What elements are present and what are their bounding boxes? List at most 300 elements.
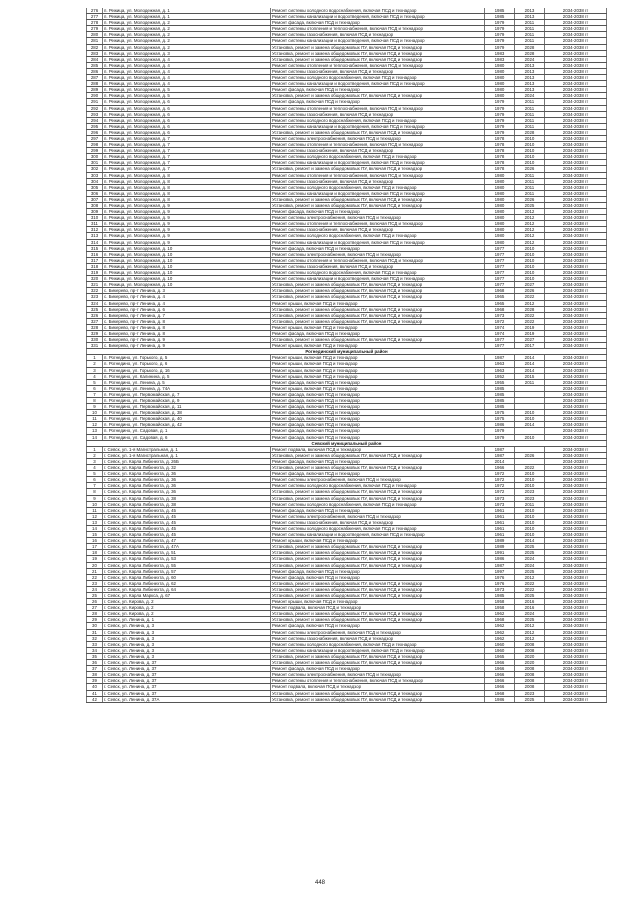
build-year-cell: 1962 <box>485 611 515 617</box>
row-number-cell: 325 <box>87 306 103 312</box>
work-type-cell: Ремонт системы отопления и теплоснабжения, включая ПСД и технадзор <box>271 678 485 684</box>
planned-period-cell: 2034-2038 гг <box>545 532 607 538</box>
last-repair-year-cell: 2025 <box>515 568 545 574</box>
work-type-cell: Ремонт крыши, включая ПСД и технадзор <box>271 367 485 373</box>
table-row <box>87 276 607 282</box>
row-number-cell: 16 <box>87 538 103 544</box>
last-repair-year-cell: 2013 <box>515 14 545 20</box>
build-year-cell: 1997 <box>485 568 515 574</box>
address-cell: п. Режица, ул. Молодежная, д. 9 <box>103 221 271 227</box>
address-cell: п. Рогнедино, ул. Ленина, д. 5 <box>103 379 271 385</box>
table-row <box>87 203 607 209</box>
planned-period-cell: 2034-2038 гг <box>545 105 607 111</box>
row-number-cell: 24 <box>87 586 103 592</box>
address-cell: п. Рогнедино, ул. Первомайская, д. 38 <box>103 410 271 416</box>
planned-period-cell: 2034-2038 гг <box>545 324 607 330</box>
build-year-cell: 1973 <box>485 586 515 592</box>
section-title: Севский муниципальный район <box>87 440 607 446</box>
last-repair-year-cell: 2014 <box>515 361 545 367</box>
last-repair-year-cell: 2010 <box>515 154 545 160</box>
last-repair-year-cell: 2011 <box>515 184 545 190</box>
row-number-cell: 314 <box>87 239 103 245</box>
row-number-cell: 298 <box>87 142 103 148</box>
address-cell: г. Севск, ул. Карла Либкнехта, д. 36 <box>103 489 271 495</box>
planned-period-cell: 2034-2038 гг <box>545 14 607 20</box>
row-number-cell: 316 <box>87 251 103 257</box>
table-row <box>87 81 607 87</box>
work-type-cell: Ремонт фасада, включая ПСД и технадзор <box>271 574 485 580</box>
row-number-cell: 38 <box>87 672 103 678</box>
address-cell: п. Режица, ул. Молодежная, д. 6 <box>103 117 271 123</box>
work-type-cell: Ремонт фасада, включая ПСД и технадзор <box>271 391 485 397</box>
work-type-cell: Установка, ремонт и замена общедомовых ПУ, включая ПСД и технадзор <box>271 495 485 501</box>
build-year-cell: 1985 <box>485 391 515 397</box>
row-number-cell: 34 <box>87 647 103 653</box>
table-row <box>87 343 607 349</box>
row-number-cell: 307 <box>87 196 103 202</box>
address-cell: г. Севск, ул. Ленина, д. 3 <box>103 635 271 641</box>
address-cell: п. Рогнедино, ул. Горького, д. 6 <box>103 361 271 367</box>
work-type-cell: Ремонт системы отопления и теплоснабжения, включая ПСД и технадзор <box>271 105 485 111</box>
table-row <box>87 44 607 50</box>
planned-period-cell: 2034-2038 гг <box>545 166 607 172</box>
last-repair-year-cell: 2026 <box>515 288 545 294</box>
address-cell: г. Севск, ул. Карла Либкнехта, д. 36 <box>103 471 271 477</box>
address-cell: п. Режица, ул. Молодежная, д. 2 <box>103 26 271 32</box>
table-row <box>87 580 607 586</box>
last-repair-year-cell: 2012 <box>515 574 545 580</box>
planned-period-cell: 2034-2038 гг <box>545 355 607 361</box>
last-repair-year-cell: 2020 <box>515 653 545 659</box>
build-year-cell: 1985 <box>485 404 515 410</box>
last-repair-year-cell: 2010 <box>515 532 545 538</box>
row-number-cell: 42 <box>87 696 103 702</box>
last-repair-year-cell: 2028 <box>515 306 545 312</box>
build-year-cell: 1989 <box>485 538 515 544</box>
planned-period-cell: 2034-2038 гг <box>545 294 607 300</box>
row-number-cell: 29 <box>87 617 103 623</box>
last-repair-year-cell: 2010 <box>515 513 545 519</box>
table-row <box>87 32 607 38</box>
address-cell: г. Севск, ул. Карла Либкнехта, д. 38 <box>103 501 271 507</box>
last-repair-year-cell: 2020 <box>515 660 545 666</box>
planned-period-cell: 2034-2038 гг <box>545 629 607 635</box>
last-repair-year-cell: 2011 <box>515 38 545 44</box>
planned-period-cell: 2034-2038 гг <box>545 666 607 672</box>
build-year-cell: 1977 <box>485 251 515 257</box>
last-repair-year-cell: 2010 <box>515 135 545 141</box>
last-repair-year-cell: 2023 <box>515 489 545 495</box>
work-type-cell: Ремонт системы отопления и теплоснабжения, включая ПСД и технадзор <box>271 257 485 263</box>
address-cell: п. Режица, ул. Молодежная, д. 2 <box>103 20 271 26</box>
address-cell: г. Севск, ул. Карла Либкнехта, д. 47 <box>103 538 271 544</box>
planned-period-cell: 2034-2038 гг <box>545 507 607 513</box>
planned-period-cell: 2034-2038 гг <box>545 495 607 501</box>
row-number-cell: 328 <box>87 324 103 330</box>
planned-period-cell: 2034-2038 гг <box>545 684 607 690</box>
planned-period-cell: 2034-2038 гг <box>545 306 607 312</box>
address-cell: г. Севск, ул. Карла Либкнехта, д. 45 <box>103 525 271 531</box>
table-row <box>87 538 607 544</box>
last-repair-year-cell: 2010 <box>515 276 545 282</box>
row-number-cell: 41 <box>87 690 103 696</box>
work-type-cell: Ремонт системы канализации и водоотведения, включая ПСД и технадзор <box>271 160 485 166</box>
planned-period-cell: 2034-2038 гг <box>545 117 607 123</box>
build-year-cell: 1977 <box>485 276 515 282</box>
build-year-cell: 1980 <box>485 215 515 221</box>
row-number-cell: 3 <box>87 458 103 464</box>
planned-period-cell: 2034-2038 гг <box>545 416 607 422</box>
table-row <box>87 135 607 141</box>
build-year-cell: 1978 <box>485 142 515 148</box>
planned-period-cell: 2034-2038 гг <box>545 623 607 629</box>
row-number-cell: 297 <box>87 135 103 141</box>
table-row <box>87 550 607 556</box>
row-number-cell: 39 <box>87 678 103 684</box>
planned-period-cell: 2034-2038 гг <box>545 580 607 586</box>
planned-period-cell: 2034-2038 гг <box>545 605 607 611</box>
build-year-cell: 1960 <box>485 647 515 653</box>
planned-period-cell: 2034-2038 гг <box>545 227 607 233</box>
build-year-cell: 1979 <box>485 20 515 26</box>
address-cell: п. Рогнедино, ул. Первомайская, д. 11 <box>103 404 271 410</box>
row-number-cell: 9 <box>87 404 103 410</box>
build-year-cell: 1961 <box>485 519 515 525</box>
address-cell: г. Севск, ул. Ленина, д. 37 <box>103 660 271 666</box>
last-repair-year-cell: 2013 <box>515 62 545 68</box>
planned-period-cell: 2034-2038 гг <box>545 87 607 93</box>
work-type-cell: Ремонт системы электроснабжения, включая ПСД и технадзор <box>271 135 485 141</box>
work-type-cell: Установка, ремонт и замена общедомовых ПУ, включая ПСД и технадзор <box>271 556 485 562</box>
register-body <box>87 8 607 702</box>
planned-period-cell: 2034-2038 гг <box>545 428 607 434</box>
work-type-cell: Ремонт фасада, включая ПСД и технадзор <box>271 410 485 416</box>
planned-period-cell: 2034-2038 гг <box>545 154 607 160</box>
row-number-cell: 10 <box>87 501 103 507</box>
row-number-cell: 304 <box>87 178 103 184</box>
last-repair-year-cell: 2010 <box>515 251 545 257</box>
last-repair-year-cell: 2011 <box>515 117 545 123</box>
build-year-cell: 1977 <box>485 263 515 269</box>
planned-period-cell: 2034-2038 гг <box>545 471 607 477</box>
address-cell: п. Рогнедино, ул. Ленина, д. 74А <box>103 385 271 391</box>
planned-period-cell: 2034-2038 гг <box>545 288 607 294</box>
row-number-cell: 284 <box>87 56 103 62</box>
row-number-cell: 309 <box>87 209 103 215</box>
planned-period-cell: 2034-2038 гг <box>545 361 607 367</box>
last-repair-year-cell: 2027 <box>515 337 545 343</box>
last-repair-year-cell: 2010 <box>515 519 545 525</box>
planned-period-cell: 2034-2038 гг <box>545 568 607 574</box>
work-type-cell: Ремонт системы электроснабжения, включая ПСД и технадзор <box>271 477 485 483</box>
table-row <box>87 410 607 416</box>
build-year-cell: 1980 <box>485 62 515 68</box>
last-repair-year-cell: 2010 <box>515 471 545 477</box>
last-repair-year-cell: 2011 <box>515 99 545 105</box>
build-year-cell: 1962 <box>485 623 515 629</box>
table-row <box>87 330 607 336</box>
build-year-cell: 1979 <box>485 123 515 129</box>
last-repair-year-cell: 2010 <box>515 263 545 269</box>
build-year-cell: 1979 <box>485 99 515 105</box>
address-cell: г. Севск, ул. Ленина, д. 37 <box>103 684 271 690</box>
work-type-cell: Ремонт фасада, включая ПСД и технадзор <box>271 507 485 513</box>
last-repair-year-cell: 2019 <box>515 330 545 336</box>
work-type-cell: Ремонт подвала, включая ПСД и технадзор <box>271 684 485 690</box>
work-type-cell: Ремонт системы канализации и водоотведения, включая ПСД и технадзор <box>271 647 485 653</box>
work-type-cell: Ремонт системы отопления и теплоснабжения, включая ПСД и технадзор <box>271 142 485 148</box>
build-year-cell: 1978 <box>485 148 515 154</box>
address-cell: п. Режица, ул. Молодежная, д. 4 <box>103 81 271 87</box>
address-cell: п. Режица, ул. Молодежная, д. 5 <box>103 87 271 93</box>
repair-register-table <box>86 8 607 703</box>
last-repair-year-cell: 2008 <box>515 678 545 684</box>
address-cell: г. Севск, ул. Карла Либкнехта, д. 55 <box>103 562 271 568</box>
planned-period-cell: 2034-2038 гг <box>545 135 607 141</box>
address-cell: п. Режица, ул. Молодежная, д. 4 <box>103 75 271 81</box>
build-year-cell: 1966 <box>485 672 515 678</box>
build-year-cell: 1980 <box>485 190 515 196</box>
build-year-cell: 1961 <box>485 513 515 519</box>
address-cell: п. Режица, ул. Молодежная, д. 10 <box>103 270 271 276</box>
work-type-cell: Ремонт крыши, включая ПСД и технадзор <box>271 324 485 330</box>
row-number-cell: 305 <box>87 184 103 190</box>
address-cell: с. Бикерево, пр-т Ленина, д. 9 <box>103 343 271 349</box>
build-year-cell: 1983 <box>485 56 515 62</box>
planned-period-cell: 2034-2038 гг <box>545 233 607 239</box>
build-year-cell: 1972 <box>485 318 515 324</box>
row-number-cell: 25 <box>87 593 103 599</box>
planned-period-cell: 2034-2038 гг <box>545 8 607 14</box>
planned-period-cell: 2034-2038 гг <box>545 245 607 251</box>
last-repair-year-cell: 2024 <box>515 562 545 568</box>
last-repair-year-cell: 2008 <box>515 666 545 672</box>
row-number-cell: 11 <box>87 416 103 422</box>
last-repair-year-cell: 2010 <box>515 477 545 483</box>
address-cell: п. Рогнедино, ул. Садовая, д. 6 <box>103 434 271 440</box>
work-type-cell: Ремонт системы электроснабжения, включая ПСД и технадзор <box>271 513 485 519</box>
work-type-cell: Ремонт системы холодного водоснабжения, включая ПСД и технадзор <box>271 525 485 531</box>
table-row <box>87 465 607 471</box>
build-year-cell: 1987 <box>485 452 515 458</box>
build-year-cell: 1979 <box>485 111 515 117</box>
work-type-cell: Установка, ремонт и замена общедомовых ПУ, включая ПСД и технадзор <box>271 50 485 56</box>
table-row <box>87 379 607 385</box>
table-row <box>87 294 607 300</box>
last-repair-year-cell: 2015 <box>515 373 545 379</box>
work-type-cell: Ремонт крыши, включая ПСД и технадзор <box>271 361 485 367</box>
row-number-cell: 13 <box>87 519 103 525</box>
address-cell: г. Севск, ул. Карла Либкнехта, д. 32 <box>103 465 271 471</box>
row-number-cell: 300 <box>87 154 103 160</box>
planned-period-cell: 2034-2038 гг <box>545 196 607 202</box>
address-cell: п. Режица, ул. Молодежная, д. 2 <box>103 38 271 44</box>
address-cell: п. Режица, ул. Молодежная, д. 9 <box>103 209 271 215</box>
table-row <box>87 416 607 422</box>
address-cell: г. Севск, ул. Карла Либкнехта, д. 64 <box>103 586 271 592</box>
build-year-cell: 1980 <box>485 81 515 87</box>
row-number-cell: 285 <box>87 62 103 68</box>
address-cell: г. Севск, ул. Ленина, д. 1 <box>103 617 271 623</box>
last-repair-year-cell: 2010 <box>515 270 545 276</box>
table-row <box>87 452 607 458</box>
table-row <box>87 495 607 501</box>
table-row <box>87 513 607 519</box>
row-number-cell: 6 <box>87 385 103 391</box>
last-repair-year-cell: 2010 <box>515 142 545 148</box>
address-cell: п. Режица, ул. Молодежная, д. 8 <box>103 184 271 190</box>
row-number-cell: 288 <box>87 81 103 87</box>
planned-period-cell: 2034-2038 гг <box>545 300 607 306</box>
row-number-cell: 306 <box>87 190 103 196</box>
planned-period-cell: 2034-2038 гг <box>545 611 607 617</box>
build-year-cell: 1977 <box>485 270 515 276</box>
build-year-cell: 1986 <box>485 696 515 702</box>
row-number-cell: 329 <box>87 330 103 336</box>
work-type-cell: Ремонт системы газоснабжения, включая ПСД и технадзор <box>271 68 485 74</box>
last-repair-year-cell: 2012 <box>515 300 545 306</box>
last-repair-year-cell: 2026 <box>515 196 545 202</box>
table-row <box>87 422 607 428</box>
address-cell: г. Севск, ул. Ленина, д. 3 <box>103 623 271 629</box>
last-repair-year-cell: 2011 <box>515 111 545 117</box>
build-year-cell: 1977 <box>485 343 515 349</box>
planned-period-cell: 2034-2038 гг <box>545 617 607 623</box>
planned-period-cell: 2034-2038 гг <box>545 178 607 184</box>
row-number-cell: 14 <box>87 525 103 531</box>
address-cell: п. Режица, ул. Молодежная, д. 9 <box>103 203 271 209</box>
table-row <box>87 62 607 68</box>
work-type-cell: Установка, ремонт и замена общедомовых ПУ, включая ПСД и технадзор <box>271 660 485 666</box>
row-number-cell: 7 <box>87 391 103 397</box>
planned-period-cell: 2034-2038 гг <box>545 477 607 483</box>
planned-period-cell: 2034-2038 гг <box>545 184 607 190</box>
address-cell: п. Режица, ул. Молодежная, д. 7 <box>103 160 271 166</box>
address-cell: г. Севск, ул. Карла Либкнехта, д. 51 <box>103 550 271 556</box>
table-row <box>87 568 607 574</box>
build-year-cell: 1980 <box>485 75 515 81</box>
table-row <box>87 14 607 20</box>
table-row <box>87 99 607 105</box>
row-number-cell: 10 <box>87 410 103 416</box>
planned-period-cell: 2034-2038 гг <box>545 343 607 349</box>
last-repair-year-cell: 2014 <box>515 355 545 361</box>
build-year-cell: 1966 <box>485 684 515 690</box>
last-repair-year-cell: 2024 <box>515 56 545 62</box>
last-repair-year-cell: 2014 <box>515 422 545 428</box>
address-cell: г. Севск, ул. Ленина, д. 37А <box>103 696 271 702</box>
work-type-cell: Ремонт фасада, включая ПСД и технадзор <box>271 245 485 251</box>
table-row <box>87 556 607 562</box>
address-cell: г. Севск, ул. Ленина, д. 3 <box>103 641 271 647</box>
table-row <box>87 87 607 93</box>
row-number-cell: 277 <box>87 14 103 20</box>
table-row <box>87 507 607 513</box>
work-type-cell: Ремонт системы газоснабжения, включая ПСД и технадзор <box>271 519 485 525</box>
table-row <box>87 178 607 184</box>
work-type-cell: Установка, ремонт и замена общедомовых ПУ, включая ПСД и технадзор <box>271 562 485 568</box>
build-year-cell: 1976 <box>485 580 515 586</box>
row-number-cell: 319 <box>87 270 103 276</box>
planned-period-cell: 2034-2038 гг <box>545 263 607 269</box>
row-number-cell: 9 <box>87 495 103 501</box>
planned-period-cell: 2034-2038 гг <box>545 525 607 531</box>
work-type-cell: Установка, ремонт и замена общедомовых ПУ, включая ПСД и технадзор <box>271 696 485 702</box>
address-cell: с. Бикерево, пр-т Ленина, д. 6 <box>103 306 271 312</box>
planned-period-cell: 2034-2038 гг <box>545 562 607 568</box>
last-repair-year-cell: 2025 <box>515 203 545 209</box>
work-type-cell: Ремонт крыши, включая ПСД и технадзор <box>271 355 485 361</box>
table-row <box>87 251 607 257</box>
row-number-cell: 21 <box>87 568 103 574</box>
address-cell: с. Бикерево, пр-т Ленина, д. 7 <box>103 312 271 318</box>
address-cell: с. Бикерево, пр-т Ленина, д. 8 <box>103 318 271 324</box>
row-number-cell: 18 <box>87 550 103 556</box>
planned-period-cell: 2034-2038 гг <box>545 123 607 129</box>
address-cell: п. Режица, ул. Молодежная, д. 6 <box>103 129 271 135</box>
work-type-cell: Ремонт фасада, включая ПСД и технадзор <box>271 398 485 404</box>
last-repair-year-cell: 2011 <box>515 379 545 385</box>
work-type-cell: Ремонт подвала, включая ПСД и технадзор <box>271 605 485 611</box>
last-repair-year-cell: 2010 <box>515 245 545 251</box>
last-repair-year-cell: 2010 <box>515 148 545 154</box>
address-cell: п. Рогнедино, ул. Калинина, д. 5 <box>103 373 271 379</box>
build-year-cell: 1979 <box>485 26 515 32</box>
row-number-cell: 13 <box>87 428 103 434</box>
build-year-cell: 1980 <box>485 68 515 74</box>
address-cell: п. Режица, ул. Молодежная, д. 4 <box>103 68 271 74</box>
address-cell: п. Режица, ул. Молодежная, д. 9 <box>103 233 271 239</box>
work-type-cell: Ремонт крыши, включая ПСД и технадзор <box>271 538 485 544</box>
address-cell: с. Бикерево, пр-т Ленина, д. 3 <box>103 288 271 294</box>
work-type-cell: Установка, ремонт и замена общедомовых ПУ, включая ПСД и технадзор <box>271 550 485 556</box>
row-number-cell: 36 <box>87 660 103 666</box>
build-year-cell: 1955 <box>485 379 515 385</box>
row-number-cell: 331 <box>87 343 103 349</box>
address-cell: п. Режица, ул. Молодежная, д. 6 <box>103 111 271 117</box>
work-type-cell: Ремонт системы электроснабжения, включая ПСД и технадзор <box>271 251 485 257</box>
address-cell: г. Севск, ул. Ленина, д. 3 <box>103 629 271 635</box>
planned-period-cell: 2034-2038 гг <box>545 550 607 556</box>
last-repair-year-cell: 2011 <box>515 26 545 32</box>
build-year-cell: 1979 <box>485 129 515 135</box>
work-type-cell: Ремонт системы канализации и водоотведения, включая ПСД и технадзор <box>271 239 485 245</box>
last-repair-year-cell: 2011 <box>515 105 545 111</box>
build-year-cell: 1985 <box>485 8 515 14</box>
row-number-cell: 280 <box>87 32 103 38</box>
work-type-cell: Установка, ремонт и замена общедомовых ПУ, включая ПСД и технадзор <box>271 312 485 318</box>
work-type-cell: Ремонт системы холодного водоснабжения, включая ПСД и технадзор <box>271 8 485 14</box>
build-year-cell: 1965 <box>485 294 515 300</box>
work-type-cell: Ремонт системы газоснабжения, включая ПСД и технадзор <box>271 111 485 117</box>
last-repair-year-cell: 2012 <box>515 239 545 245</box>
planned-period-cell: 2034-2038 гг <box>545 458 607 464</box>
planned-period-cell: 2034-2038 гг <box>545 452 607 458</box>
last-repair-year-cell: 2011 <box>515 32 545 38</box>
table-row <box>87 696 607 702</box>
address-cell: п. Режица, ул. Молодежная, д. 4 <box>103 56 271 62</box>
build-year-cell: 1980 <box>485 239 515 245</box>
planned-period-cell: 2034-2038 гг <box>545 99 607 105</box>
row-number-cell: 27 <box>87 605 103 611</box>
work-type-cell: Ремонт системы электроснабжения, включая ПСД и технадзор <box>271 629 485 635</box>
last-repair-year-cell: 2025 <box>515 550 545 556</box>
table-row <box>87 263 607 269</box>
work-type-cell: Ремонт системы отопления и теплоснабжения, включая ПСД и технадзор <box>271 221 485 227</box>
last-repair-year-cell: 2027 <box>515 282 545 288</box>
work-type-cell: Ремонт фасада, включая ПСД и технадзор <box>271 666 485 672</box>
table-row <box>87 227 607 233</box>
